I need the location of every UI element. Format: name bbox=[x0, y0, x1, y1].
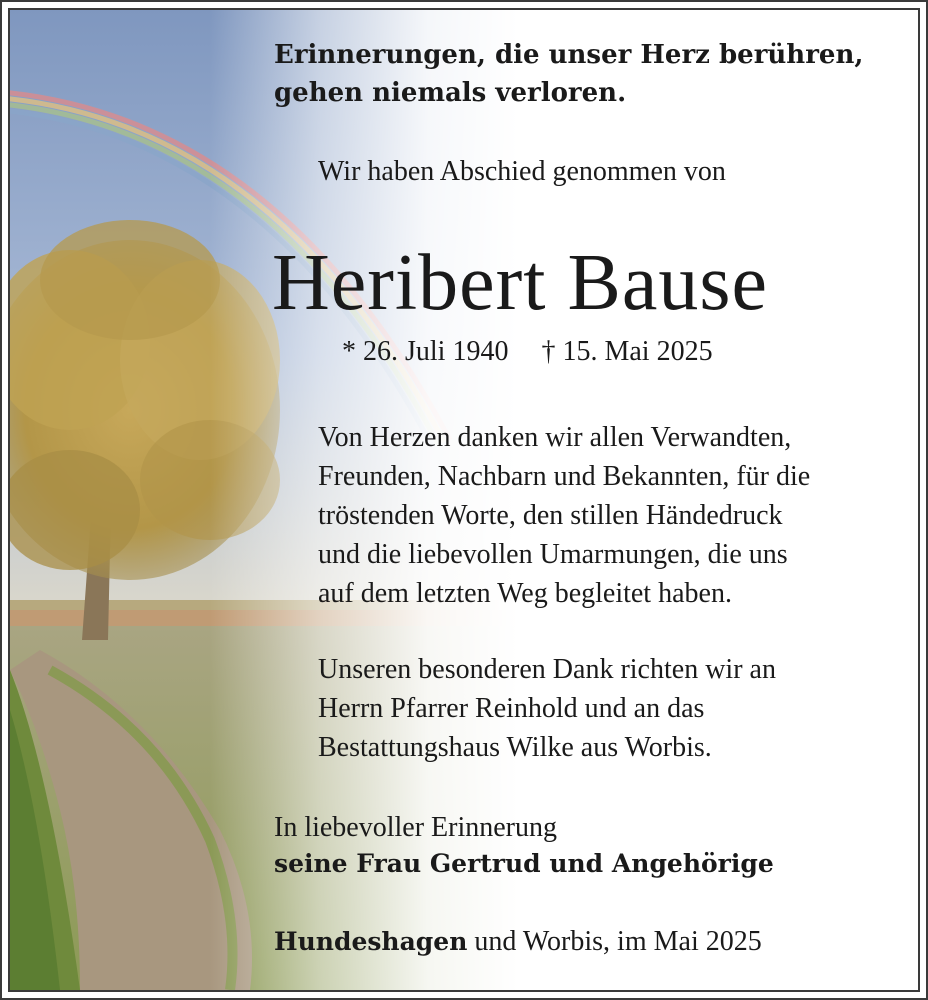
paragraph-line: auf dem letzten Weg begleitet haben. bbox=[318, 578, 732, 609]
paragraph-line: Von Herzen danken wir allen Verwandten, bbox=[318, 422, 792, 453]
paragraph-line: Bestattungshaus Wilke aus Worbis. bbox=[318, 732, 712, 763]
paragraph-line: tröstenden Worte, den stillen Händedruck bbox=[318, 500, 783, 531]
motto-line: gehen niemals verloren. bbox=[274, 78, 627, 108]
motto-line: Erinnerungen, die unser Herz berühren, bbox=[274, 40, 864, 70]
closing-line: In liebevoller Erinnerung bbox=[274, 812, 558, 843]
signed-by: seine Frau Gertrud und Angehörige bbox=[274, 849, 774, 878]
life-dates bbox=[342, 336, 713, 368]
paragraph-line: Freunden, Nachbarn und Bekannten, für die bbox=[318, 461, 811, 492]
farewell-intro: Wir haben Abschied genommen von bbox=[318, 156, 726, 187]
town-name: Hundeshagen bbox=[274, 927, 468, 956]
place-and-date bbox=[274, 926, 762, 958]
closing-signature bbox=[274, 810, 774, 882]
place-date-rest: und Worbis, im Mai 2025 bbox=[467, 926, 762, 957]
special-thanks-paragraph bbox=[318, 650, 776, 767]
death-date: † 15. Mai 2025 bbox=[541, 336, 713, 367]
deceased-name: Heribert Bause bbox=[272, 239, 769, 327]
motto-quote bbox=[274, 36, 863, 112]
paragraph-line: Unseren besonderen Dank richten wir an bbox=[318, 654, 776, 685]
inner-border bbox=[8, 8, 920, 992]
birth-date: * 26. Juli 1940 bbox=[342, 336, 509, 367]
thanks-paragraph bbox=[318, 418, 810, 613]
paragraph-line: und die liebevollen Umarmungen, die uns bbox=[318, 539, 788, 570]
paragraph-line: Herrn Pfarrer Reinhold und an das bbox=[318, 693, 705, 724]
